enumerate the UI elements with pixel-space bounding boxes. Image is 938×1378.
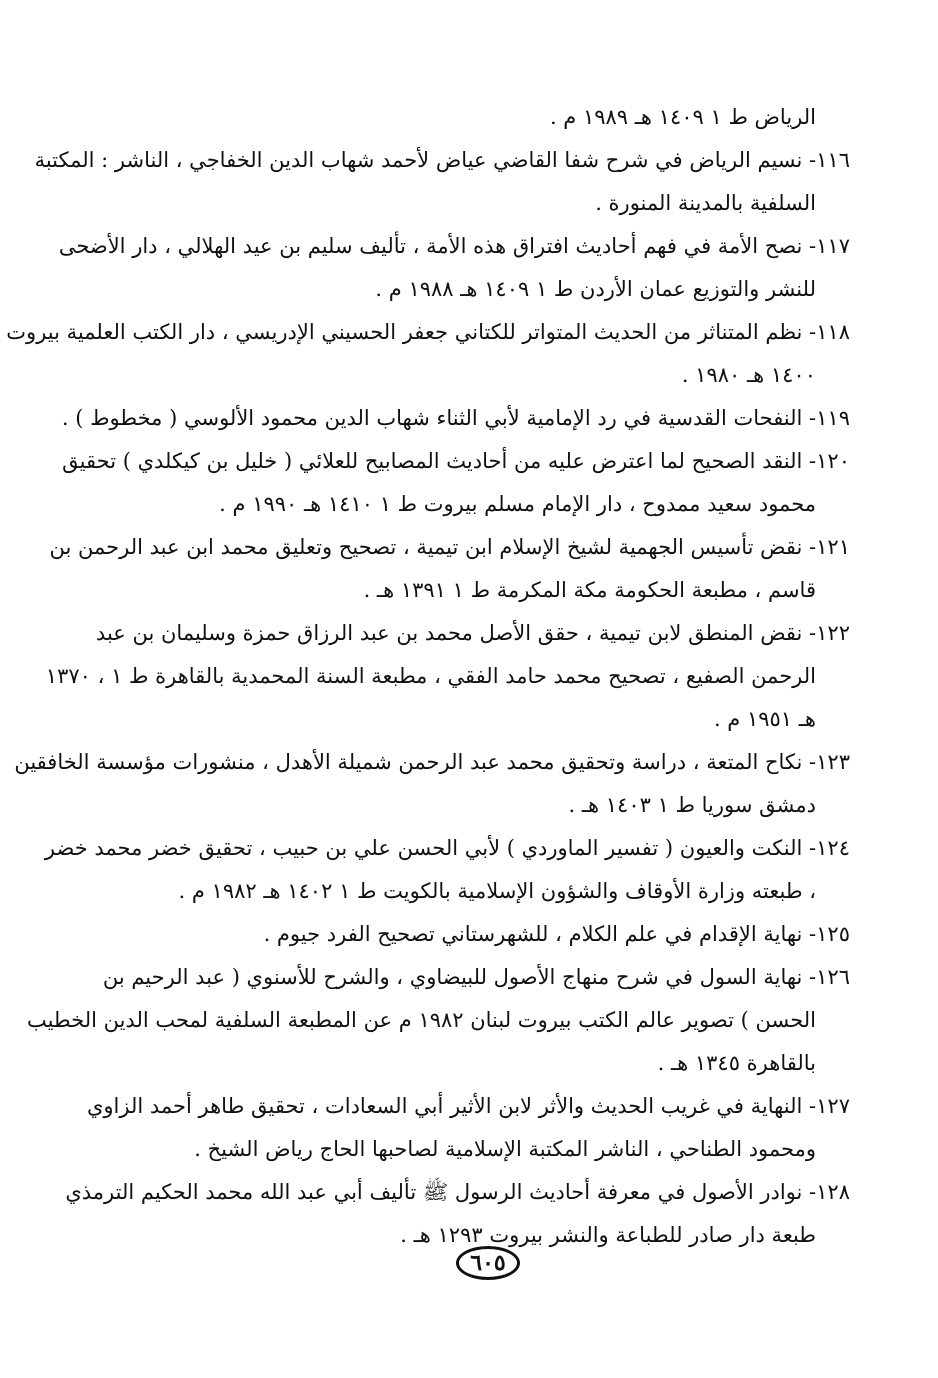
text-line: الرحمن الصفيع ، تصحيح محمد حامد الفقي ، مطبعة السنة المحمدية بالقاهرة ط ١ ، ١٣٧٠	[45, 664, 816, 688]
text-line: محمود سعيد ممدوح ، دار الإمام مسلم بيروت ط ١ ١٤١٠ هـ ١٩٩٠ م .	[219, 492, 816, 516]
entry-123: ١٢٣- نكاح المتعة ، دراسة وتحقيق محمد عبد الرحمن شميلة الأهدل ، منشورات مؤسسة الخافقين	[14, 750, 850, 774]
entry-127: ١٢٧- النهاية في غريب الحديث والأثر لابن الأثير أبي السعادات ، تحقيق طاهر أحمد الزاوي	[86, 1094, 850, 1118]
text-line: ومحمود الطناحي ، الناشر المكتبة الإسلامية لصاحبها الحاج رياض الشيخ .	[194, 1137, 816, 1161]
page-number: ٦٠٥	[456, 1246, 520, 1280]
text-line: السلفية بالمدينة المنورة .	[595, 191, 816, 215]
text-line: للنشر والتوزيع عمان الأردن ط ١ ١٤٠٩ هـ ١٩٨٨ م .	[375, 277, 816, 301]
text-line: بالقاهرة ١٣٤٥ هـ .	[657, 1051, 816, 1075]
entry-116: ١١٦- نسيم الرياض في شرح شفا القاضي عياض لأحمد شهاب الدين الخفاجي ، الناشر : المكتبة	[34, 148, 850, 172]
entry-119: ١١٩- النفحات القدسية في رد الإمامية لأبي الثناء شهاب الدين محمود الألوسي ( مخطوط ) .	[61, 406, 850, 430]
text-line: الحسن ) تصوير عالم الكتب بيروت لبنان ١٩٨٢ م عن المطبعة السلفية لمحب الدين الخطيب	[26, 1008, 816, 1032]
entry-128: ١٢٨- نوادر الأصول في معرفة أحاديث الرسول ﷺ تأليف أبي عبد الله محمد الحكيم الترمذي	[65, 1180, 850, 1204]
bibliography-text	[6, 96, 850, 1257]
text-line: ١٤٠٠ هـ ١٩٨٠ .	[681, 363, 816, 387]
text-line: ، طبعته وزارة الأوقاف والشؤون الإسلامية بالكويت ط ١ ١٤٠٢ هـ ١٩٨٢ م .	[178, 879, 816, 903]
entry-124: ١٢٤- النكت والعيون ( تفسير الماوردي ) لأبي الحسن علي بن حبيب ، تحقيق خضر محمد خضر	[44, 836, 850, 860]
text-line: هـ ١٩٥١ م .	[713, 707, 816, 731]
entry-121: ١٢١- نقض تأسيس الجهمية لشيخ الإسلام ابن تيمية ، تصحيح وتعليق محمد ابن عبد الرحمن بن	[49, 535, 850, 559]
entry-126: ١٢٦- نهاية السول في شرح منهاج الأصول للبيضاوي ، والشرح للأسنوي ( عبد الرحيم بن	[102, 965, 850, 989]
entry-125: ١٢٥- نهاية الإقدام في علم الكلام ، للشهرستاني تصحيح الفرد جيوم .	[263, 922, 850, 946]
text-line: قاسم ، مطبعة الحكومة مكة المكرمة ط ١ ١٣٩١ هـ .	[363, 578, 816, 602]
entry-120: ١٢٠- النقد الصحيح لما اعترض عليه من أحاديث المصابيح للعلائي ( خليل بن كيكلدي ) تحقيق	[62, 449, 850, 473]
text-line: طبعة دار صادر للطباعة والنشر بيروت ١٢٩٣ هـ .	[400, 1223, 816, 1247]
text-line: الرياض ط ١ ١٤٠٩ هـ ١٩٨٩ م .	[549, 105, 816, 129]
entry-117: ١١٧- نصح الأمة في فهم أحاديث افتراق هذه الأمة ، تأليف سليم بن عيد الهلالي ، دار الأضحى	[58, 234, 850, 258]
entry-118: ١١٨- نظم المتناثر من الحديث المتواتر للكتاني جعفر الحسيني الإدريسي ، دار الكتب العلمية بيروت	[6, 320, 850, 344]
text-line: دمشق سوريا ط ١ ١٤٠٣ هـ .	[568, 793, 816, 817]
entry-122: ١٢٢- نقض المنطق لابن تيمية ، حقق الأصل محمد بن عبد الرزاق حمزة وسليمان بن عبد	[95, 621, 850, 645]
